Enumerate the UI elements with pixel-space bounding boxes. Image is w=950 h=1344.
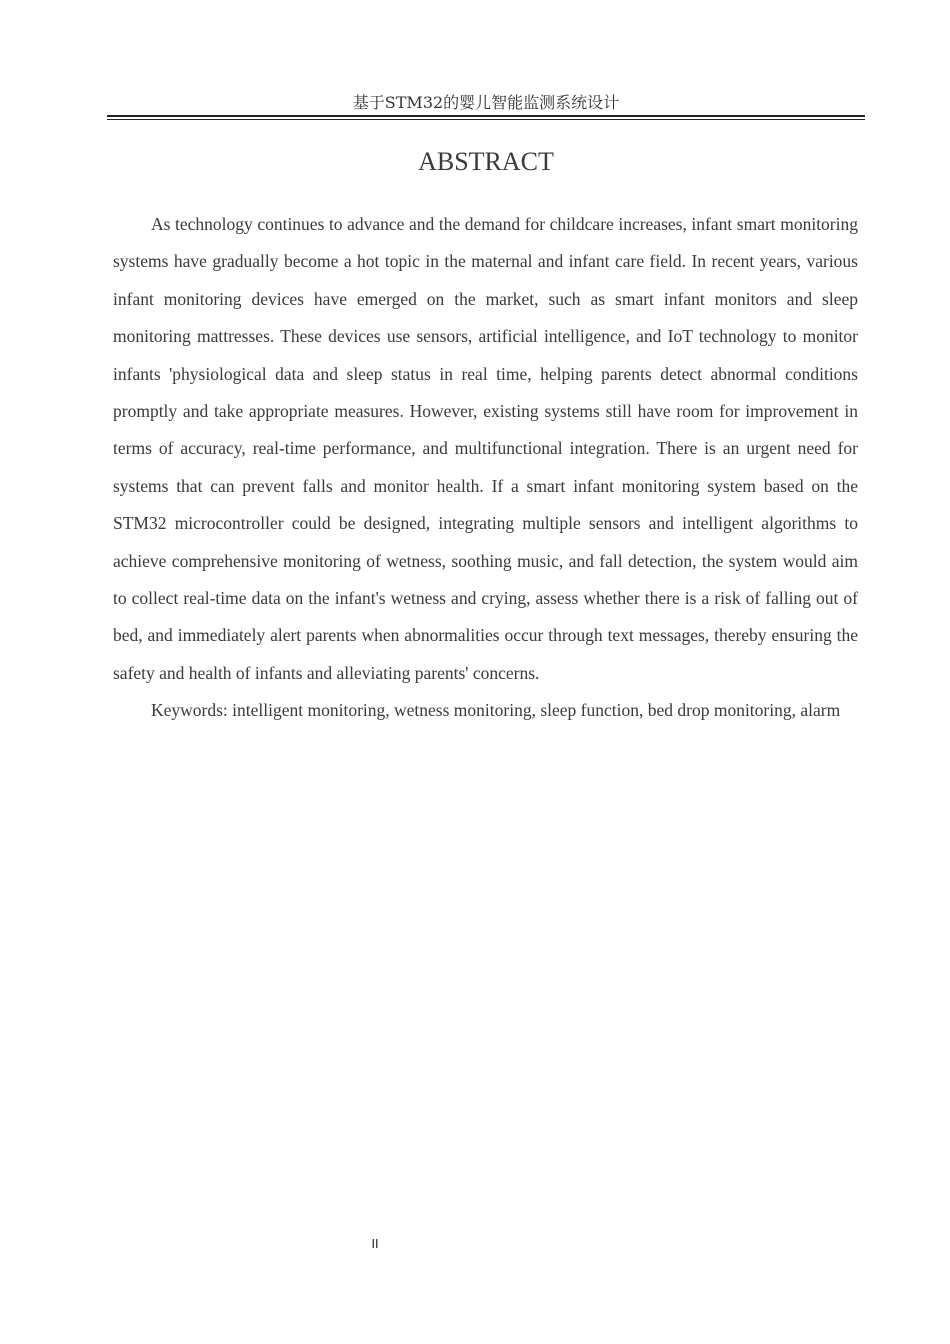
abstract-paragraph: As technology continues to advance and the demand for childcare increases, infant smart monitoring systems have gradually become a hot topic in the maternal and infant care field. In recent years, various infant monitoring devices have emerged on the market, such as smart infant monitors and sleep monitoring mattresses. These devices use sensors, artificial intelligence, and IoT technology to monitor infants 'physiological data and sleep status in real time, helping parents detect abnormal conditions promptly and take appropriate measures. However, existing systems still have room for improvement in terms of accuracy, real-time performance, and multifunctional integration. There is an urgent need for systems that can prevent falls and monitor health. If a smart infant monitoring system based on the STM32 microcontroller could be designed, integrating multiple sensors and intelligent algorithms to achieve comprehensive monitoring of wetness, soothing music, and fall detection, the system would aim to collect real-time data on the infant's wetness and crying, assess whether there is a risk of falling out of bed, and immediately alert parents when abnormalities occur through text messages, thereby ensuring the safety and health of infants and alleviating parents' concerns. (113, 214, 858, 683)
abstract-heading: ABSTRACT (418, 147, 554, 176)
page-number: II (371, 1237, 379, 1251)
running-header: 基于STM32的婴儿智能监测系统设计 (352, 93, 620, 112)
abstract-body (113, 206, 858, 730)
keywords-paragraph: Keywords: intelligent monitoring, wetness monitoring, sleep function, bed drop monitoring, alarm (151, 700, 841, 721)
header-rule (107, 115, 865, 120)
